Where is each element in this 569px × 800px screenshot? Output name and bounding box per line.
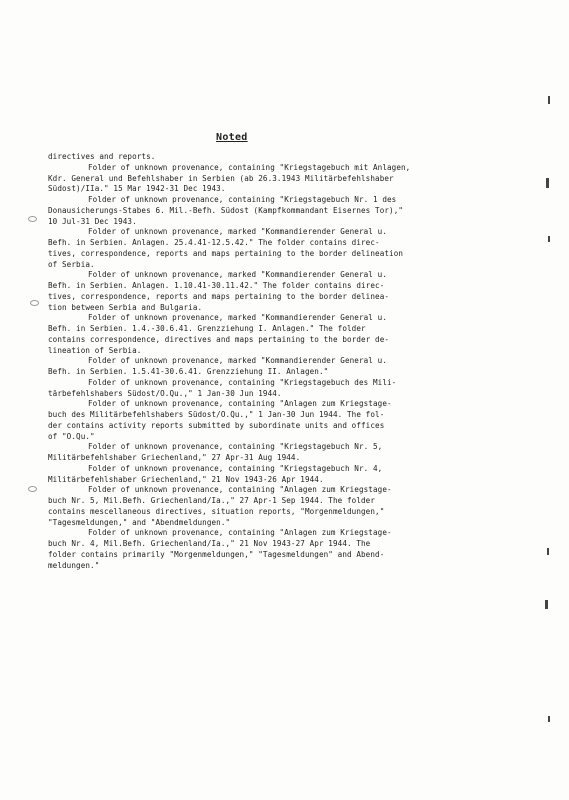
- text-line: Folder of unknown provenance, marked "Kommandierender General u.: [88, 270, 387, 280]
- text-line: Folder of unknown provenance, containing "Kriegstagebuch Nr. 1 des: [88, 195, 397, 204]
- text-line: buch Nr. 4, Mil.Befh. Griechenland/Ia.," 21 Nov 1943-27 Apr 1944. The: [48, 539, 371, 548]
- text-line: meldungen.": [48, 560, 100, 570]
- text-line: Donausicherungs-Stabes 6. Mil.-Befh. Südost (Kampfkommandant Eisernes Tor),": [48, 205, 404, 215]
- text-line: buch Nr. 5, Mil.Befh. Griechenland/Ia.," 27 Apr-1 Sep 1944. The folder: [48, 496, 376, 505]
- scan-mark: [548, 716, 550, 722]
- text-line: Befh. in Serbien. 1.5.41-30.6.41. Grenzziehung II. Anlagen.": [48, 367, 329, 376]
- text-line: tion between Serbia and Bulgaria.: [48, 302, 203, 312]
- text-line: Folder of unknown provenance, containing "Anlagen zum Kriegstage-: [88, 528, 392, 538]
- scan-mark: [546, 178, 549, 188]
- scan-mark: [547, 548, 549, 555]
- text-line: Kdr. General und Befehlshaber in Serbien (ab 26.3.1943 Militärbefehlshaber: [48, 173, 394, 183]
- punch-hole: [28, 486, 37, 492]
- scan-mark: [548, 96, 550, 104]
- text-line: Folder of unknown provenance, marked "Kommandierender General u.: [88, 356, 387, 366]
- text-line: Folder of unknown provenance, containing "Kriegstagebuch Nr. 5,: [88, 442, 383, 452]
- text-line: Befh. in Serbien. Anlagen. 1.10.41-30.11.42." The folder contains direc-: [48, 281, 385, 290]
- text-line: Folder of unknown provenance, containing "Anlagen zum Kriegstage-: [88, 399, 392, 409]
- text-line: 10 Jul-31 Dec 1943.: [48, 216, 137, 226]
- text-line: tärbefehlshabers Südost/O.Qu.," 1 Jan-30 Jun 1944.: [48, 388, 282, 398]
- punch-hole: [28, 216, 37, 222]
- body-text: [48, 152, 468, 571]
- text-line: tives, correspondence, reports and maps pertaining to the border delineation: [48, 248, 404, 258]
- page-heading: Noted: [216, 132, 248, 143]
- text-line: "Tagesmeldungen," and "Abendmeldungen.": [48, 517, 231, 527]
- text-line: Befh. in Serbien. Anlagen. 25.4.41-12.5.42." The folder contains direc-: [48, 238, 380, 247]
- text-line: Folder of unknown provenance, marked "Kommandierender General u.: [88, 227, 387, 237]
- text-line: Befh. in Serbien. 1.4.-30.6.41. Grenzziehung I. Anlagen." The folder: [48, 324, 366, 333]
- scan-mark: [545, 600, 548, 609]
- text-line: Folder of unknown provenance, containing "Kriegstagebuch Nr. 4,: [88, 463, 383, 473]
- text-line: Folder of unknown provenance, containing "Kriegstagebuch des Mili-: [88, 377, 397, 387]
- text-line: Folder of unknown provenance, marked "Kommandierender General u.: [88, 313, 387, 323]
- text-line: lineation of Serbia.: [48, 345, 142, 355]
- text-line: contains correspondence, directives and maps pertaining to the border de-: [48, 334, 390, 344]
- scan-mark: [548, 236, 550, 242]
- text-line: Folder of unknown provenance, containing "Anlagen zum Kriegstage-: [88, 485, 392, 495]
- text-line: directives and reports.: [48, 152, 156, 161]
- text-line: Folder of unknown provenance, containing "Kriegstagebuch mit Anlagen,: [88, 162, 411, 172]
- text-line: Südost)/IIa." 15 Mar 1942-31 Dec 1943.: [48, 184, 226, 194]
- text-line: buch des Militärbefehlshabers Südost/O.Qu.," 1 Jan-30 Jun 1944. The fol-: [48, 410, 385, 419]
- text-line: contains mescellaneous directives, situation reports, "Morgenmeldungen,": [48, 506, 385, 516]
- text-line: folder contains primarily "Morgenmeldungen," "Tagesmeldungen" and Abend-: [48, 549, 385, 559]
- text-line: Militärbefehlshaber Griechenland," 27 Apr-31 Aug 1944.: [48, 453, 301, 462]
- text-line: tives, correspondence, reports and maps pertaining to the border delinea-: [48, 291, 390, 301]
- text-line: der contains activity reports submitted by subordinate units and offices: [48, 420, 385, 430]
- punch-hole: [30, 300, 39, 306]
- text-line: of "O.Qu.": [48, 431, 95, 441]
- text-line: of Serbia.: [48, 259, 95, 269]
- text-line: Militärbefehlshaber Griechenland," 21 Nov 1943-26 Apr 1944.: [48, 474, 324, 484]
